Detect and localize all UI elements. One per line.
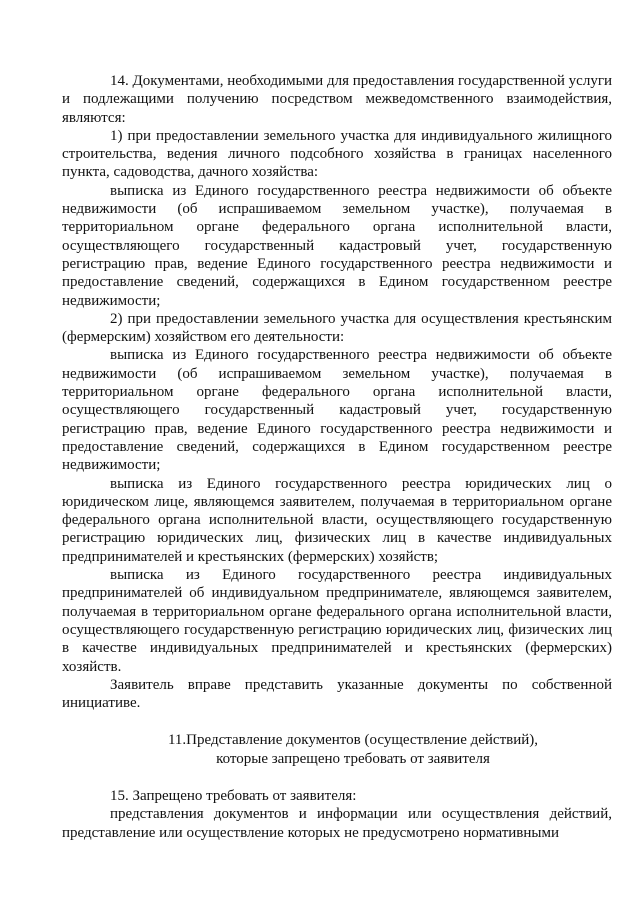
section-11-heading-line-1: 11.Представление документов (осуществление действий), <box>167 732 539 749</box>
paragraph-case-1-extract: выписка из Единого государственного реестра недвижимости об объекте недвижимости (об испрашиваемом земельном участке), получаемая в территориальном органе федерального органа исполнительной власти, осуществляющего государственный кадастровый учет, государственную регистрацию прав, ведение Единого государственного реестра недвижимости и предоставление сведений, содержащихся в Едином государственном реестре недвижимости; <box>62 182 612 309</box>
paragraph-case-2: 2) при предоставлении земельного участка для осуществления крестьянским (фермерским) хозяйством его деятельности: <box>62 310 612 346</box>
paragraph-case-2-extract-legal: выписка из Единого государственного реестра юридических лиц о юридическом лице, являющемся заявителем, получаемая в территориальном органе федерального органа исполнительной власти, осуществляющего государственную регистрацию юридических лиц, физических лиц в качестве индивидуальных предпринимателей и крестьянских (фермерских) хозяйств; <box>62 475 612 565</box>
paragraph-case-2-extract-realty: выписка из Единого государственного реестра недвижимости об объекте недвижимости (об испрашиваемом земельном участке), получаемая в территориальном органе федерального органа исполнительной власти, осуществляющего государственный кадастровый учет, государственную регистрацию прав, ведение Единого государственного реестра недвижимости и предоставление сведений, содержащихся в Едином государственном реестре недвижимости; <box>62 347 612 474</box>
section-11-heading-line-2: которые запрещено требовать от заявителя <box>216 750 490 767</box>
paragraph-14-intro: 14. Документами, необходимыми для предоставления государственной услуги и подлежащими получению посредством межведомственного взаимодействия, являются: <box>62 73 612 126</box>
document-page <box>62 72 612 842</box>
paragraph-15-item: представления документов и информации или осуществления действий, представление или осуществление которых не предусмотрено нормативными <box>62 806 612 841</box>
paragraph-case-2-extract-entrepreneur: выписка из Единого государственного реестра индивидуальных предпринимателей об индивидуальном предпринимателе, являющемся заявителем, получаемая в территориальном органе федерального органа исполнительной власти, осуществляющего государственную регистрацию юридических лиц, физических лиц в качестве индивидуальных предпринимателей и крестьянских (фермерских) хозяйств. <box>62 567 612 675</box>
paragraph-case-1: 1) при предоставлении земельного участка для индивидуального жилищного строительства, ведения личного подсобного хозяйства в границах населенного пункта, садоводства, дачного хозяйства: <box>62 127 612 181</box>
paragraph-applicant-right: Заявитель вправе представить указанные документы по собственной инициативе. <box>62 676 612 712</box>
paragraph-15-intro: 15. Запрещено требовать от заявителя: <box>110 787 357 804</box>
